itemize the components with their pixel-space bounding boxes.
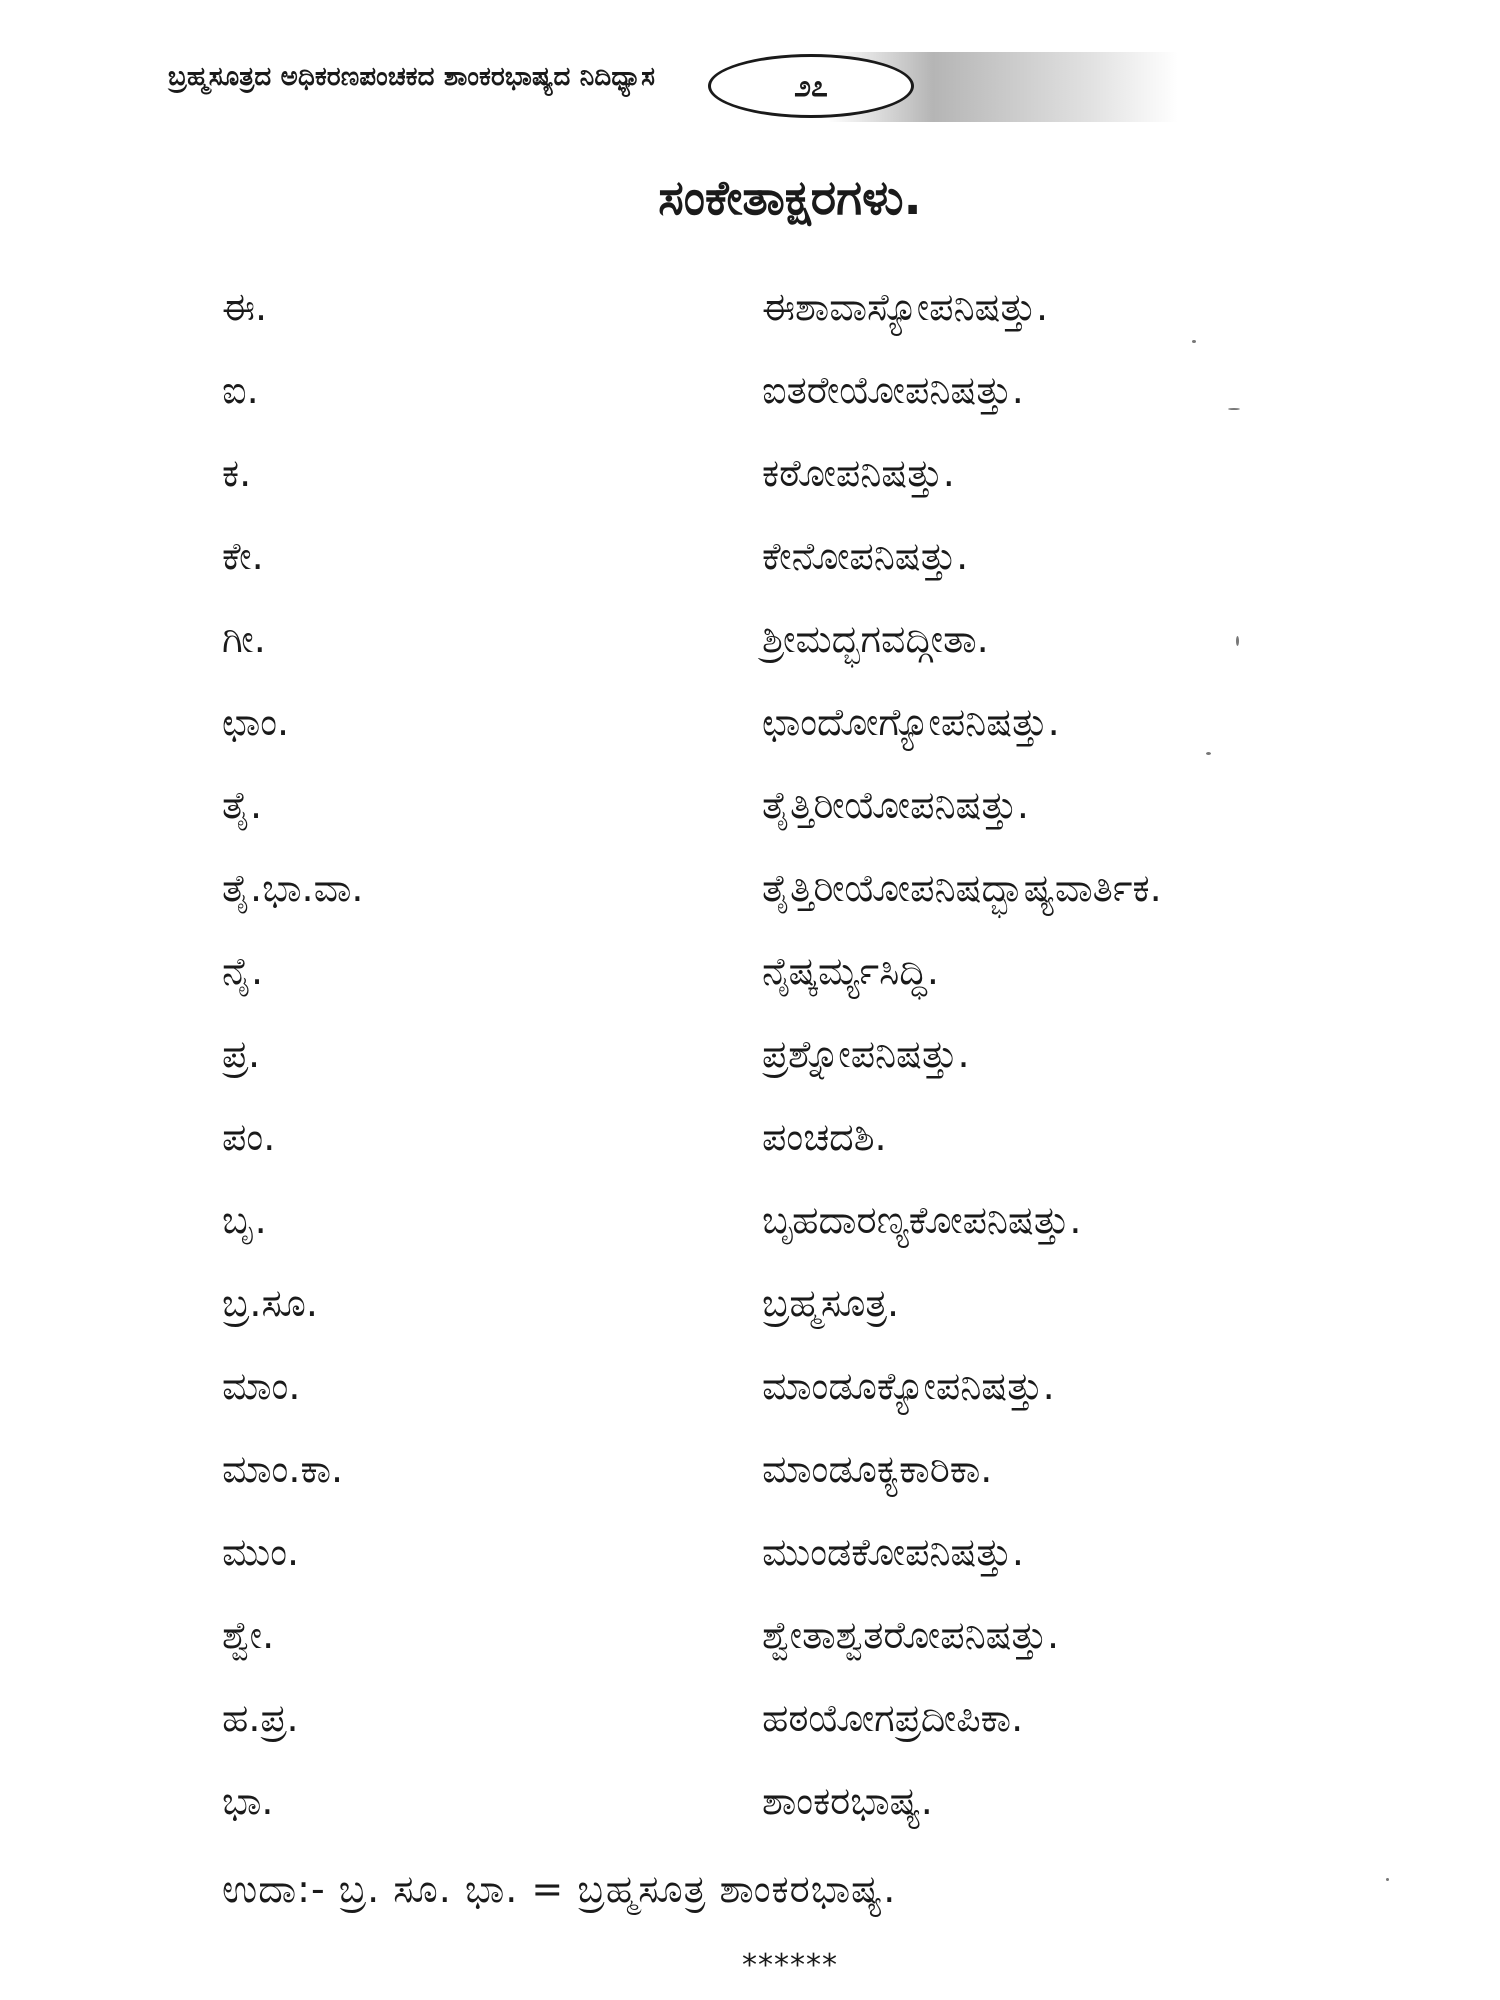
- abbreviation-row: [222, 946, 1372, 1029]
- abbreviation-expansion: ಪಂಚದಶಿ.: [762, 1115, 887, 1159]
- abbreviation-key: ತೈ.: [222, 783, 263, 827]
- abbreviation-key: ಗೀ.: [222, 617, 266, 661]
- abbreviation-key: ಮಾಂ.ಕಾ.: [222, 1447, 344, 1491]
- abbreviation-row: [222, 697, 1372, 780]
- abbreviation-row: [222, 365, 1372, 448]
- abbreviation-row: [222, 1527, 1372, 1610]
- header-book-title: ಬ್ರಹ್ಮಸೂತ್ರದ ಅಧಿಕರಣಪಂಚಕದ ಶಾಂಕರಭಾಷ್ಯದ ನಿದಿಧ್ಯಾಸ: [168, 62, 656, 92]
- scan-speck: [1236, 636, 1239, 646]
- abbreviation-key: ಪ್ರ.: [222, 1032, 261, 1076]
- abbreviation-key: ನೈ.: [222, 949, 264, 993]
- abbreviation-row: [222, 780, 1372, 863]
- abbreviation-expansion: ನೈಷ್ಕರ್ಮ್ಯಸಿದ್ಧಿ.: [762, 949, 939, 993]
- end-mark: ******: [742, 1948, 838, 1983]
- abbreviation-row: [222, 1361, 1372, 1444]
- abbreviation-expansion: ಬ್ರಹ್ಮಸೂತ್ರ.: [762, 1281, 900, 1325]
- abbreviation-row: [222, 1029, 1372, 1112]
- abbreviation-key: ಬೃ.: [222, 1198, 267, 1242]
- abbreviation-key: ಕೇ.: [222, 534, 264, 578]
- abbreviation-key: ಹ.ಪ್ರ.: [222, 1696, 299, 1740]
- abbreviation-key: ಕ.: [222, 451, 252, 495]
- abbreviation-expansion: ಶ್ವೇತಾಶ್ವತರೋಪನಿಷತ್ತು.: [762, 1613, 1060, 1657]
- abbreviation-list: [222, 282, 1372, 1859]
- scan-speck: [1206, 752, 1211, 755]
- page-number-oval: [708, 54, 914, 118]
- abbreviation-expansion: ಮಾಂಡೂಕ್ಯಕಾರಿಕಾ.: [762, 1447, 993, 1491]
- running-header: [128, 48, 1048, 128]
- abbreviation-expansion: ಪ್ರಶ್ನೋಪನಿಷತ್ತು.: [762, 1032, 970, 1076]
- abbreviation-key: ಈ.: [222, 285, 268, 329]
- abbreviation-key: ಮುಂ.: [222, 1530, 300, 1574]
- abbreviation-row: [222, 1693, 1372, 1776]
- abbreviation-row: [222, 1112, 1372, 1195]
- abbreviation-row: [222, 1610, 1372, 1693]
- abbreviation-expansion: ಶ್ರೀಮದ್ಭಗವದ್ಗೀತಾ.: [762, 617, 989, 661]
- abbreviation-key: ಛಾಂ.: [222, 700, 290, 744]
- abbreviation-key: ಐ.: [222, 368, 259, 412]
- page-number: ೨೭: [794, 68, 828, 104]
- abbreviation-row: [222, 282, 1372, 365]
- abbreviation-row: [222, 863, 1372, 946]
- abbreviation-expansion: ಕಠೋಪನಿಷತ್ತು.: [762, 451, 955, 495]
- scan-speck: [1192, 340, 1196, 343]
- abbreviation-row: [222, 1278, 1372, 1361]
- scan-speck: [1386, 1878, 1389, 1881]
- abbreviation-row: [222, 614, 1372, 697]
- abbreviation-expansion: ತೈತ್ತಿರೀಯೋಪನಿಷತ್ತು.: [762, 783, 1029, 827]
- abbreviation-key: ಬ್ರ.ಸೂ.: [222, 1281, 318, 1325]
- abbreviation-expansion: ತೈತ್ತಿರೀಯೋಪನಿಷದ್ಭಾಷ್ಯವಾರ್ತಿಕ.: [762, 866, 1162, 910]
- abbreviation-expansion: ಕೇನೋಪನಿಷತ್ತು.: [762, 534, 969, 578]
- abbreviation-key: ಶ್ವೇ.: [222, 1613, 275, 1657]
- abbreviation-row: [222, 1444, 1372, 1527]
- abbreviation-key: ಪಂ.: [222, 1115, 276, 1159]
- abbreviation-expansion: ಈಶಾವಾಸ್ಯೋಪನಿಷತ್ತು.: [762, 285, 1049, 329]
- abbreviation-expansion: ಐತರೇಯೋಪನಿಷತ್ತು.: [762, 368, 1024, 412]
- abbreviation-key: ತೈ.ಭಾ.ವಾ.: [222, 866, 364, 910]
- abbreviation-row: [222, 531, 1372, 614]
- abbreviation-expansion: ಛಾಂದೋಗ್ಯೋಪನಿಷತ್ತು.: [762, 700, 1060, 744]
- abbreviation-key: ಮಾಂ.: [222, 1364, 301, 1408]
- scan-speck: [1228, 408, 1240, 410]
- abbreviation-expansion: ಶಾಂಕರಭಾಷ್ಯ.: [762, 1779, 933, 1823]
- abbreviation-key: ಭಾ.: [222, 1779, 274, 1823]
- abbreviation-row: [222, 1776, 1372, 1859]
- abbreviation-row: [222, 1195, 1372, 1278]
- example-line: ಉದಾ:- ಬ್ರ. ಸೂ. ಭಾ. = ಬ್ರಹ್ಮಸೂತ್ರ ಶಾಂಕರಭಾಷ್ಯ.: [222, 1867, 897, 1911]
- abbreviation-expansion: ಬೃಹದಾರಣ್ಯಕೋಪನಿಷತ್ತು.: [762, 1198, 1082, 1242]
- abbreviation-row: [222, 448, 1372, 531]
- abbreviation-expansion: ಮುಂಡಕೋಪನಿಷತ್ತು.: [762, 1530, 1024, 1574]
- abbreviation-expansion: ಹಠಯೋಗಪ್ರದೀಪಿಕಾ.: [762, 1696, 1024, 1740]
- abbreviation-expansion: ಮಾಂಡೂಕ್ಯೋಪನಿಷತ್ತು.: [762, 1364, 1055, 1408]
- section-title: ಸಂಕೇತಾಕ್ಷರಗಳು.: [658, 170, 922, 226]
